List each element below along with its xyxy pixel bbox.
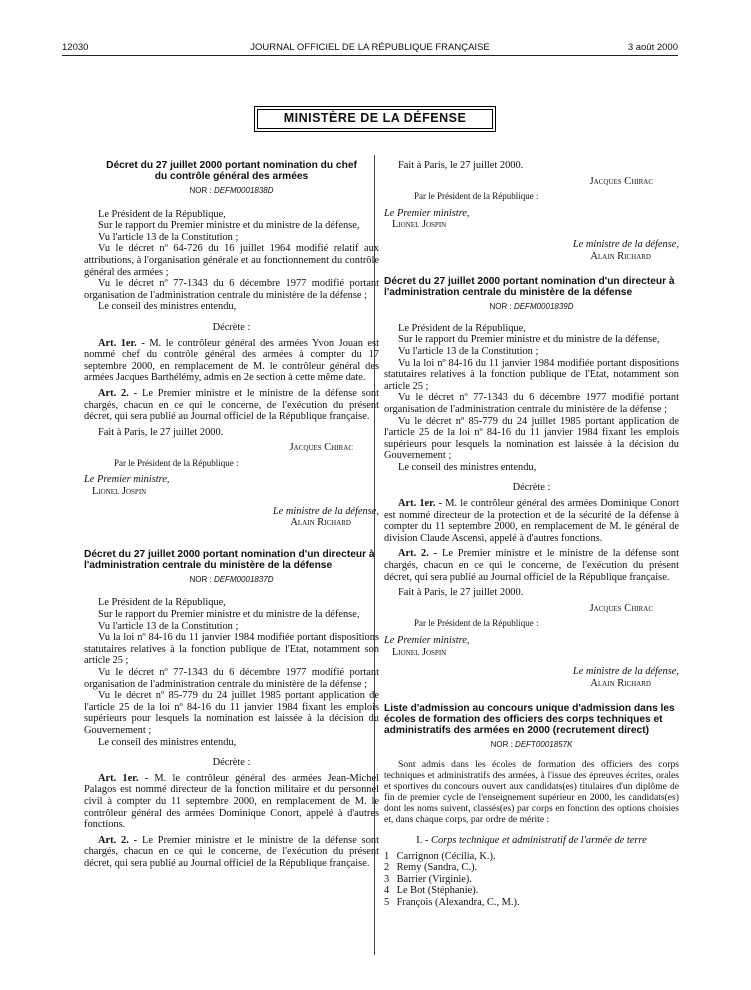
signing-place-date: Fait à Paris, le 27 juillet 2000. — [398, 587, 524, 599]
article-2: Art. 2. - Le Premier ministre et le ministre de la défense sont chargés, chacun en ce qui le concerne, de l'exécution du présent décret, qui sera publié au Journal officiel de la République française. — [384, 548, 679, 583]
minister-block — [384, 239, 679, 262]
visa-line: Vu le décret nº 64-726 du 16 juillet 1964 modifié relatif aux attributions, à l'organisation générale et au fonctionnement du contrôle général des armées ; — [84, 243, 379, 278]
prime-minister-name: Lionel Jospin — [92, 486, 147, 498]
admission-intro: Sont admis dans les écoles de formation des officiers des corps techniques et administratifs des armées, à l'issue des épreuves écrites, orales et sportives du concours ouvert aux candidats(es) titulaires d'un diplôme de fin de premier cycle de l'enseignement supérieur en 2000, les candidats(es) dont les noms suivent, classés(es) par corps en fonction des options choisies et, dans chaque corps, par ordre de mérite : — [384, 758, 679, 825]
candidate-list — [384, 851, 679, 909]
nor-reference: NOR : DEFM0001837D — [189, 574, 274, 584]
visa-line: Sur le rapport du Premier ministre et du ministre de la défense, — [398, 334, 660, 346]
visa-line: Le Président de la République, — [98, 597, 226, 609]
par-le-president: Par le Président de la République : — [114, 457, 239, 468]
decrete-heading: Décrète : — [212, 321, 251, 333]
minister-block — [384, 666, 679, 689]
minister-title: Le ministre de la défense, — [572, 666, 679, 678]
admission-list — [384, 703, 679, 908]
minister-title: Le ministre de la défense, — [272, 505, 379, 517]
prime-minister-block — [384, 208, 679, 231]
right-column — [384, 160, 679, 909]
president-signature: Jacques Chirac — [589, 602, 653, 614]
visa-line: Sur le rapport du Premier ministre et du ministre de la défense, — [98, 220, 360, 232]
list-item: 5 François (Alexandra, C., M.). — [384, 896, 520, 908]
visa-line: Le conseil des ministres entendu, — [98, 736, 237, 748]
prime-minister-title: Le Premier ministre, — [384, 635, 470, 646]
visa-line: Vu le décret nº 85-779 du 24 juillet 1985 portant application de l'article 25 de la loi nº 84-16 du 11 janvier 1984 fixant les emplois supérieurs pour lesquels la nomination est laissée à la décision du Gouvernement ; — [384, 415, 679, 462]
article-1: Art. 1er. - M. le contrôleur général des armées Dominique Conort est nommé directeur de la protection et de la sécurité de la défense à compter du 11 septembre 2000, en remplacement de M. le général de division Claude Ascensi, appelé à d'autres fonctions. — [384, 498, 679, 544]
article-2: Art. 2. - Le Premier ministre et le ministre de la défense sont chargés, chacun en ce qui le concerne, de l'exécution du présent décret, qui sera publié au Journal officiel de la République française. — [84, 387, 379, 423]
visa-line: Le conseil des ministres entendu, — [398, 461, 537, 473]
prime-minister-block — [384, 635, 679, 658]
nor-reference: NOR : DEFT0001857K — [490, 740, 573, 750]
article-1: Art. 1er. - M. le contrôleur général des armées Jean-Michel Palagos est nommé directeur de la fonction militaire et du personnel civil à compter du 11 septembre 2000, en remplacement de M. le contrôleur général des armées Dominique Conort, appelé à d'autres fonctions. — [84, 772, 379, 831]
article-2: Art. 2. - Le Premier ministre et le ministre de la défense sont chargés, chacun en ce qui le concerne, de l'exécution du présent décret, qui sera publié au Journal officiel de la République française. — [84, 834, 379, 869]
page-header — [62, 42, 678, 56]
prime-minister-name: Lionel Jospin — [392, 219, 447, 231]
category-heading: I. - Corps technique et administratif de l'armée de terre — [416, 834, 647, 846]
signing-place-date: Fait à Paris, le 27 juillet 2000. — [98, 426, 224, 438]
list-item: 4 Le Bot (Stéphanie). — [384, 885, 479, 897]
visa-line: Le conseil des ministres entendu, — [98, 301, 237, 313]
visa-line: Vu le décret nº 85-779 du 24 juillet 1985 portant application de l'article 25 de la loi nº 84-16 du 11 janvier 1984 fixant les emplois supérieurs pour lesquels la nomination est laissée à la décision du Gouvernement ; — [84, 690, 379, 736]
visa-line: Vu l'article 13 de la Constitution ; — [98, 620, 239, 632]
visa-line: Vu l'article 13 de la Constitution ; — [98, 231, 239, 243]
admission-title: Liste d'admission au concours unique d'admission dans les écoles de formation des officiers des corps techniques et administratifs des armées en 2000 (recrutement direct) — [384, 703, 675, 737]
decree-3 — [384, 276, 679, 689]
visa-line: Sur le rapport du Premier ministre et du ministre de la défense, — [98, 609, 360, 621]
visa-line: Vu le décret nº 77-1343 du 6 décembre 1977 modifié portant organisation de l'administration centrale du ministère de la défense ; — [384, 392, 679, 415]
decree-2-continued — [384, 160, 679, 262]
nor-reference: NOR : DEFM0001839D — [489, 302, 574, 312]
visa-line: Le Président de la République, — [98, 208, 226, 220]
prime-minister-block — [84, 474, 379, 497]
visa-line: Vu la loi nº 84-16 du 11 janvier 1984 modifiée portant dispositions statutaires relatives à la fonction publique de l'Etat, notamment son article 25 ; — [84, 632, 379, 667]
list-item: 3 Barrier (Virginie). — [384, 873, 472, 885]
list-item: 1 Carrignon (Cécilia, K.). — [384, 850, 496, 862]
visa-line: Le Président de la République, — [398, 322, 526, 334]
page-number: 12030 — [62, 42, 89, 53]
left-column — [84, 160, 379, 870]
par-le-president: Par le Président de la République : — [414, 191, 539, 202]
issue-date: 3 août 2000 — [627, 42, 678, 53]
list-item: 2 Remy (Sandra, C.). — [384, 862, 478, 874]
minister-block — [84, 506, 379, 529]
president-signature: Jacques Chirac — [589, 175, 653, 187]
par-le-president: Par le Président de la République : — [414, 618, 539, 629]
decrete-heading: Décrète : — [212, 757, 251, 769]
prime-minister-title: Le Premier ministre, — [84, 474, 170, 486]
prime-minister-title: Le Premier ministre, — [384, 207, 470, 219]
visa-line: Vu la loi nº 84-16 du 11 janvier 1984 modifiée portant dispositions statutaires relatives à la fonction publique de l'Etat, notamment son article 25 ; — [384, 357, 679, 392]
ministry-box — [254, 106, 496, 132]
visa-line: Vu le décret nº 77-1343 du 6 décembre 1977 modifié portant organisation de l'administration centrale du ministère de la défense ; — [84, 667, 379, 690]
visa-line: Vu l'article 13 de la Constitution ; — [398, 345, 539, 357]
minister-name: Alain Richard — [590, 677, 651, 689]
minister-name: Alain Richard — [290, 517, 351, 529]
journal-title: JOURNAL OFFICIEL DE LA RÉPUBLIQUE FRANÇAISE — [250, 42, 490, 53]
nor-reference: NOR : DEFM0001838D — [189, 186, 274, 195]
decree-1 — [84, 160, 379, 529]
visa-line: Vu le décret nº 77-1343 du 6 décembre 1977 modifié portant organisation de l'administration centrale du ministère de la défense ; — [84, 278, 379, 301]
president-signature: Jacques Chirac — [289, 442, 353, 454]
minister-name: Alain Richard — [590, 250, 651, 262]
decree-title: Décret du 27 juillet 2000 portant nomination du chef du contrôle général des armées — [106, 160, 357, 182]
prime-minister-name: Lionel Jospin — [392, 646, 447, 658]
decree-title: Décret du 27 juillet 2000 portant nomination d'un directeur à l'administration centrale du ministère de la défense — [84, 548, 375, 571]
article-1: Art. 1er. - M. le contrôleur général des armées Yvon Jouan est nommé chef du contrôle général des armées à compter du 17 septembre 2000, en remplacement de M. le contrôleur général des armées Jacques Barthélémy, admis en 2e section à cette même date. — [84, 337, 379, 384]
decree-title: Décret du 27 juillet 2000 portant nomination d'un directeur à l'administration centrale du ministère de la défense — [384, 276, 675, 299]
minister-title: Le ministre de la défense, — [572, 238, 679, 250]
decree-2 — [84, 549, 379, 870]
signing-place-date: Fait à Paris, le 27 juillet 2000. — [398, 160, 524, 171]
ministry-title: MINISTÈRE DE LA DÉFENSE — [257, 109, 493, 129]
decrete-heading: Décrète : — [512, 482, 551, 494]
